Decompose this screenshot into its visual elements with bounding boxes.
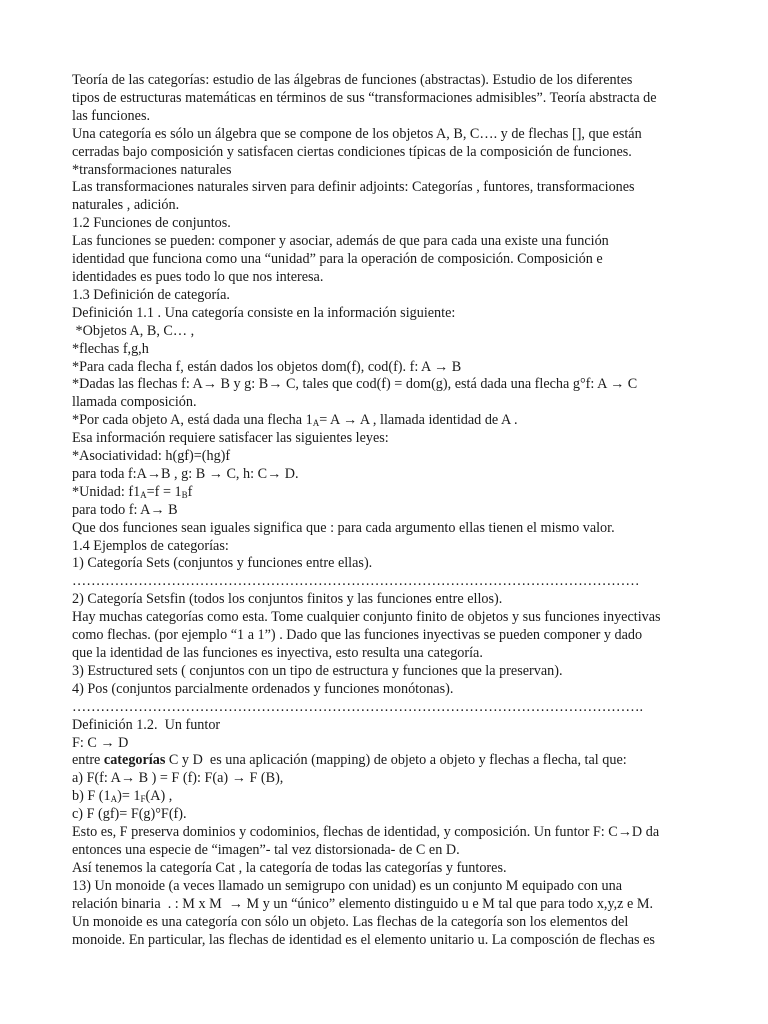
text-line: monoide. En particular, las flechas de identidad es el elemento unitario u. La composción de flechas es <box>72 931 655 948</box>
b-line-sub2: F <box>140 794 146 805</box>
text-line: naturales , adición. <box>72 197 180 214</box>
section-heading: 1.4 Ejemplos de categorías: <box>72 537 229 554</box>
text-line: Hay muchas categorías como esta. Tome cualquier conjunto finito de objetos y sus funciones inyectivas <box>72 609 661 626</box>
text-line: F: C → D <box>72 734 129 751</box>
b-line-sub1: A <box>110 794 118 805</box>
entre-line-post: C y D es una aplicación (mapping) de objeto a objeto y flechas a flecha, tal que: <box>165 752 627 769</box>
text-line: cerradas bajo composición y satisfacen ciertas condiciones típicas de la composición de funciones. <box>72 143 632 160</box>
text-line: 2) Categoría Setsfin (todos los conjuntos finitos y las funciones entre ellos). <box>72 591 503 608</box>
text-line: para toda f:A→B , g: B → C, h: C→ D. <box>72 465 299 482</box>
text-line: tipos de estructuras matemáticas en términos de sus “transformaciones admisibles”. Teoría abstracta de <box>72 89 657 106</box>
entre-line <box>72 752 702 770</box>
text-line: para todo f: A→ B <box>72 501 178 518</box>
text-line: Un monoide es una categoría con sólo un objeto. Las flechas de la categoría son los elementos del <box>72 913 629 930</box>
b-line <box>72 788 702 806</box>
document-page <box>72 72 702 949</box>
text-line: 4) Pos (conjuntos parcialmente ordenados y funciones monótonas). <box>72 680 454 697</box>
text-line: Esto es, F preserva dominios y codominios, flechas de identidad, y composición. Un funtor F: C→D da <box>72 824 660 841</box>
identity-line-sub: A <box>312 418 320 429</box>
text-line: relación binaria . : M x M → M y un “único” elemento distinguido u e M tal que para todo x,y,z e M. <box>72 895 654 912</box>
unit-line-sub2: B <box>181 489 188 500</box>
text-line: Teoría de las categorías: estudio de las álgebras de funciones (abstractas). Estudio de los diferentes <box>72 72 633 88</box>
text-line: *Objetos A, B, C… , <box>72 322 195 339</box>
dotted-separator: ………………………………………………………………………………………………………… <box>72 573 640 590</box>
text-line: 13) Un monoide (a veces llamado un semigrupo con unidad) es un conjunto M equipado con una <box>72 877 623 894</box>
text-line: que la identidad de las funciones es inyectiva, esto resulta una categoría. <box>72 645 483 661</box>
text-line: llamada composición. <box>72 394 197 411</box>
text-line: Que dos funciones sean iguales significa que : para cada argumento ellas tienen el mismo valor. <box>72 519 615 536</box>
text-line: Definición 1.1 . Una categoría consiste en la información siguiente: <box>72 304 456 321</box>
text-line: 3) Estructured sets ( conjuntos con un tipo de estructura y funciones que la preservan). <box>72 662 563 679</box>
section-heading: 1.2 Funciones de conjuntos. <box>72 215 231 232</box>
text-line: *flechas f,g,h <box>72 340 149 357</box>
b-line-pre: b) F (1 <box>72 788 111 805</box>
unit-line-sub1: A <box>140 489 147 500</box>
b-line-post: (A) , <box>145 788 173 805</box>
section-heading: Definición 1.2. Un funtor <box>72 716 221 733</box>
b-line-mid: )= 1 <box>117 788 141 805</box>
identity-line-post: = A → A , llamada identidad de A . <box>319 412 518 429</box>
text-line: Así tenemos la categoría Cat , la categoría de todas las categorías y funtores. <box>72 859 507 876</box>
dotted-separator: …………………………………………………………………………………………………………. <box>72 698 644 715</box>
text-line: como flechas. (por ejemplo “1 a 1”) . Dado que las funciones inyectivas se pueden componer y dado <box>72 627 643 644</box>
text-line: *transformaciones naturales <box>72 161 232 178</box>
text-line: entonces una especie de “imagen”- tal vez distorsionada- de C en D. <box>72 841 460 858</box>
text-line: Las transformaciones naturales sirven para definir adjoints: Categorías , funtores, transformaciones <box>72 179 635 196</box>
text-line: *Asociatividad: h(gf)=(hg)f <box>72 448 231 465</box>
unit-line <box>72 484 702 502</box>
unit-line-post: f <box>187 483 193 500</box>
identity-line <box>72 412 702 430</box>
unit-line-mid: =f = 1 <box>146 483 182 500</box>
text-line: *Dadas las flechas f: A→ B y g: B→ C, tales que cod(f) = dom(g), está dada una flecha g°f: A → C <box>72 376 638 393</box>
text-line: Esa información requiere satisfacer las siguientes leyes: <box>72 430 389 447</box>
unit-line-pre: *Unidad: f1 <box>72 483 141 500</box>
text-line: las funciones. <box>72 107 151 124</box>
entre-line-bold: categorías <box>103 752 166 769</box>
identity-line-pre: *Por cada objeto A, está dada una flecha 1 <box>72 412 313 429</box>
text-line: 1) Categoría Sets (conjuntos y funciones entre ellas). <box>72 555 373 572</box>
text-line: identidades es pues todo lo que nos interesa. <box>72 268 324 285</box>
text-line: *Para cada flecha f, están dados los objetos dom(f), cod(f). f: A → B <box>72 358 462 375</box>
entre-line-pre: entre <box>72 752 104 769</box>
section-heading: 1.3 Definición de categoría. <box>72 286 230 303</box>
text-line: Las funciones se pueden: componer y asociar, además de que para cada una existe una función <box>72 233 609 250</box>
text-line: Una categoría es sólo un álgebra que se compone de los objetos A, B, C…. y de flechas [], que están <box>72 125 642 142</box>
text-line: a) F(f: A→ B ) = F (f): F(a) → F (B), <box>72 770 284 787</box>
text-line: identidad que funciona como una “unidad” para la operación de composición. Composición e <box>72 251 603 268</box>
text-line: c) F (gf)= F(g)°F(f). <box>72 806 187 823</box>
